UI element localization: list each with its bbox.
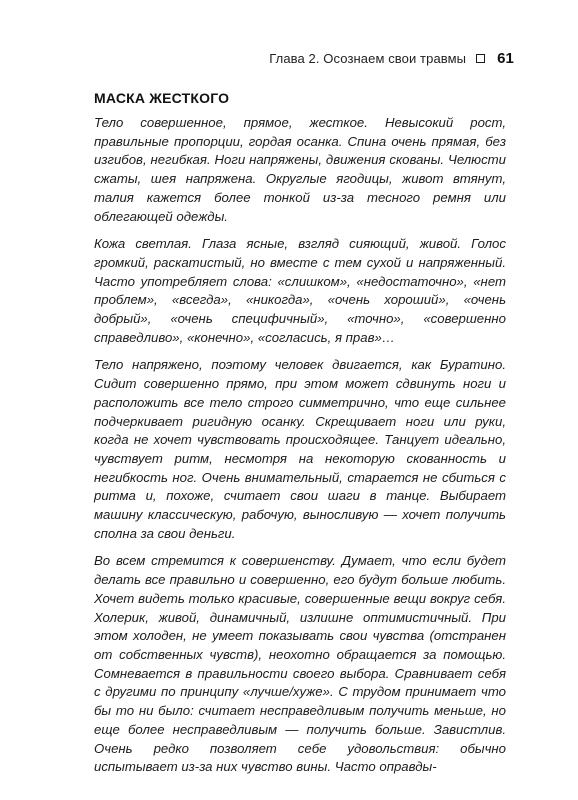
section-title: МАСКА ЖЕСТКОГО [94,90,230,106]
chapter-title: Глава 2. Осознаем свои травмы [269,51,467,66]
body-text [94,114,506,786]
square-bullet-icon [476,54,485,63]
paragraph: Тело напряжено, поэтому человек двигается, как Буратино. Сидит совершенно прямо, при этом может сдвинуть ноги и расположить все тело строго симметрично, что еще сильнее подчеркивает ригидную осанку. Скрещивает ноги или руки, когда не хочет чувствовать происходящее. Танцует идеально, чувствует ритм, несмотря на некоторую скованность и негибкость ног. Очень внимательный, старается не сбиться с ритма и, похоже, считает свои шаги в танце. Выбирает машину классическую, рабочую, выносливую — хочет получить сполна за свои деньги. [94,357,506,541]
page-number: 61 [497,50,514,67]
paragraph: Кожа светлая. Глаза ясные, взгляд сияющий, живой. Голос громкий, раскатистый, но вместе с тем сухой и напряженный. Часто употребляет слова: «слишком», «недостаточно», «нет проблем», «всегда», «никогда», «очень хороший», «очень добрый», «очень специфичный», «точно», «совершенно справедливо», «конечно», «согласись, я прав»… [94,236,506,345]
paragraph: Во всем стремится к совершенству. Думает, что если будет делать все правильно и совершенно, его будут больше любить. Хочет видеть только красивые, совершенные вещи вокруг себя. Холерик, живой, динамичный, излишне оптимистичный. При этом холоден, не умеет показывать свои чувства (отстранен от собственных чувств), неохотно обращается за помощью. Сомневается в правильности своего выбора. Сравнивает себя с другими по принципу «лучше/хуже». С трудом принимает что бы то ни было: считает несправедливым получить меньше, но еще более несправедливым — получить больше. Завистлив. Очень редко позволяет себе удовольствия: обычно испытывает из-за них чувство вины. Часто оправды- [94,553,506,775]
running-header [250,50,514,67]
paragraph: Тело совершенное, прямое, жесткое. Невысокий рост, правильные пропорции, гордая осанка. Спина очень прямая, без изгибов, негибкая. Ноги напряжены, движения скованы. Челюсти сжаты, шея напряжена. Округлые ягодицы, живот втянут, талия кажется более тонкой из-за тесного ремня или облегающей одежды. [94,115,506,224]
